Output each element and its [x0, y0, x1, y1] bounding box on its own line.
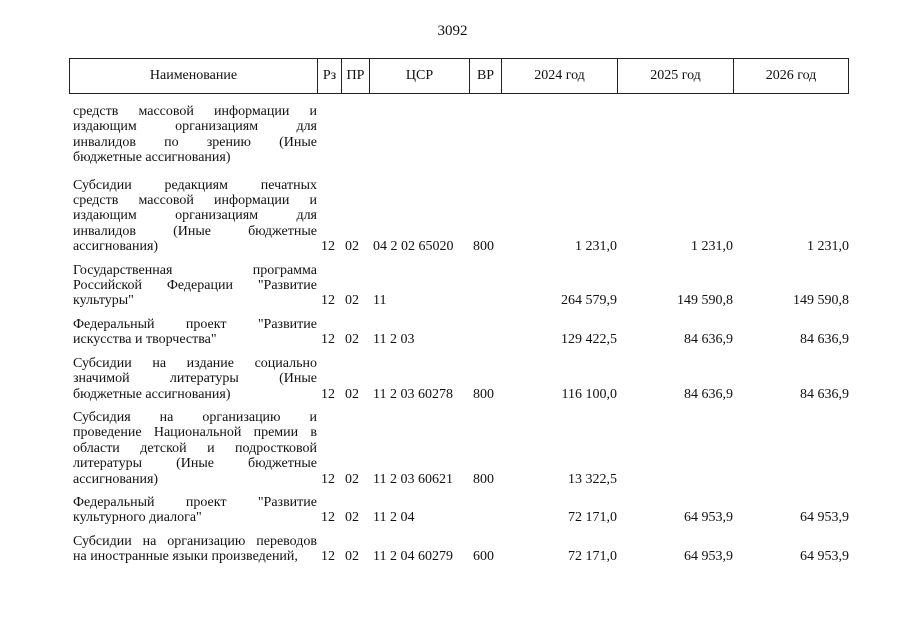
row-name: [69, 104, 317, 166]
row-name-line: инвалидов по зрению (Иные: [73, 134, 317, 150]
row-name-line: Субсидии на организацию переводов: [73, 533, 317, 549]
row-name-line: проведение Национальной премии в: [73, 425, 317, 441]
row-name-line: средств массовой информации и: [73, 193, 317, 209]
row-name: [69, 263, 317, 309]
cell-y2025: 149 590,8: [677, 293, 733, 309]
cell-y2024: 129 422,5: [561, 332, 617, 348]
cell-vr: 800: [473, 386, 494, 402]
row-name-line: области детской и подростковой: [73, 440, 317, 456]
cell-rz: 12: [321, 239, 335, 255]
table-row: [69, 178, 849, 255]
cell-y2026: 1 231,0: [807, 239, 849, 255]
cell-y2025: 84 636,9: [684, 386, 733, 402]
table-row: [69, 410, 849, 487]
header-rz: Рз: [318, 59, 342, 93]
cell-y2025: 1 231,0: [691, 239, 733, 255]
cell-csr: 11 2 03 60278: [373, 386, 453, 402]
row-name-line: средств массовой информации и: [73, 104, 317, 119]
header-2025: 2025 год: [618, 59, 734, 93]
row-name-line: искусства и творчества": [73, 332, 217, 348]
cell-y2024: 13 322,5: [568, 471, 617, 487]
cell-csr: 11: [373, 293, 387, 309]
row-name-line: инвалидов (Иные бюджетные: [73, 223, 317, 239]
cell-y2024: 72 171,0: [568, 510, 617, 526]
cell-pr: 02: [345, 549, 359, 565]
cell-pr: 02: [345, 332, 359, 348]
cell-rz: 12: [321, 471, 335, 487]
row-name-line: издающим организациям для: [73, 208, 317, 224]
cell-y2026: 84 636,9: [800, 386, 849, 402]
row-name-line: ассигнования): [73, 471, 159, 487]
row-name-line: Субсидии на издание социально: [73, 355, 317, 371]
row-name-line: Субсидии редакциям печатных: [73, 177, 317, 193]
cell-rz: 12: [321, 386, 335, 402]
row-name-line: издающим организациям для: [73, 119, 317, 135]
cell-rz: 12: [321, 293, 335, 309]
row-name: [69, 495, 317, 526]
page-number: 3092: [437, 23, 468, 39]
cell-y2024: 116 100,0: [561, 386, 617, 402]
cell-rz: 12: [321, 549, 335, 565]
cell-y2025: 64 953,9: [684, 549, 733, 565]
row-name-line: ассигнования): [73, 239, 159, 255]
cell-rz: 12: [321, 332, 335, 348]
table-header: [69, 58, 849, 94]
row-name-line: Российской Федерации "Развитие: [73, 278, 317, 294]
cell-y2026: 64 953,9: [800, 549, 849, 565]
row-name-line: Федеральный проект "Развитие: [73, 316, 317, 332]
header-csr: ЦСР: [370, 59, 470, 93]
header-vr: ВР: [470, 59, 502, 93]
cell-vr: 800: [473, 239, 494, 255]
cell-pr: 02: [345, 510, 359, 526]
table-row: [69, 317, 849, 348]
row-name: [69, 317, 317, 348]
cell-pr: 02: [345, 293, 359, 309]
cell-y2024: 72 171,0: [568, 549, 617, 565]
cell-y2026: 64 953,9: [800, 510, 849, 526]
header-pr: ПР: [342, 59, 370, 93]
cell-csr: 11 2 04: [373, 510, 415, 526]
row-name-line: культуры": [73, 293, 134, 309]
cell-pr: 02: [345, 386, 359, 402]
row-name-line: Субсидия на организацию и: [73, 409, 317, 425]
row-name-line: Федеральный проект "Развитие: [73, 494, 317, 510]
cell-vr: 600: [473, 549, 494, 565]
cell-y2026: 84 636,9: [800, 332, 849, 348]
cell-csr: 11 2 04 60279: [373, 549, 453, 565]
row-name: [69, 178, 317, 255]
table-row: [69, 104, 849, 166]
row-name: [69, 356, 317, 402]
row-name-line: культурного диалога": [73, 510, 202, 526]
cell-csr: 11 2 03 60621: [373, 471, 453, 487]
header-2024: 2024 год: [502, 59, 618, 93]
cell-y2025: 64 953,9: [684, 510, 733, 526]
row-name-line: значимой литературы (Иные: [73, 371, 317, 387]
cell-rz: 12: [321, 510, 335, 526]
row-name-line: Государственная программа: [73, 262, 317, 278]
header-2026: 2026 год: [765, 68, 817, 83]
cell-csr: 11 2 03: [373, 332, 415, 348]
row-name-line: бюджетные ассигнования): [73, 150, 231, 166]
table-row: [69, 356, 849, 402]
cell-y2026: 149 590,8: [793, 293, 849, 309]
cell-csr: 04 2 02 65020: [373, 239, 454, 255]
cell-vr: 800: [473, 471, 494, 487]
cell-pr: 02: [345, 239, 359, 255]
row-name: [69, 534, 317, 565]
table-row: [69, 495, 849, 526]
table-row: [69, 534, 849, 565]
cell-y2024: 1 231,0: [575, 239, 617, 255]
row-name-line: бюджетные ассигнования): [73, 386, 231, 402]
cell-y2024: 264 579,9: [561, 293, 617, 309]
header-name: Наименование: [70, 59, 318, 93]
row-name-line: литературы (Иные бюджетные: [73, 456, 317, 472]
table-row: [69, 263, 849, 309]
table-body: [69, 96, 849, 565]
row-name: [69, 410, 317, 487]
cell-pr: 02: [345, 471, 359, 487]
row-name-line: на иностранные языки произведений,: [73, 549, 298, 565]
cell-y2025: 84 636,9: [684, 332, 733, 348]
